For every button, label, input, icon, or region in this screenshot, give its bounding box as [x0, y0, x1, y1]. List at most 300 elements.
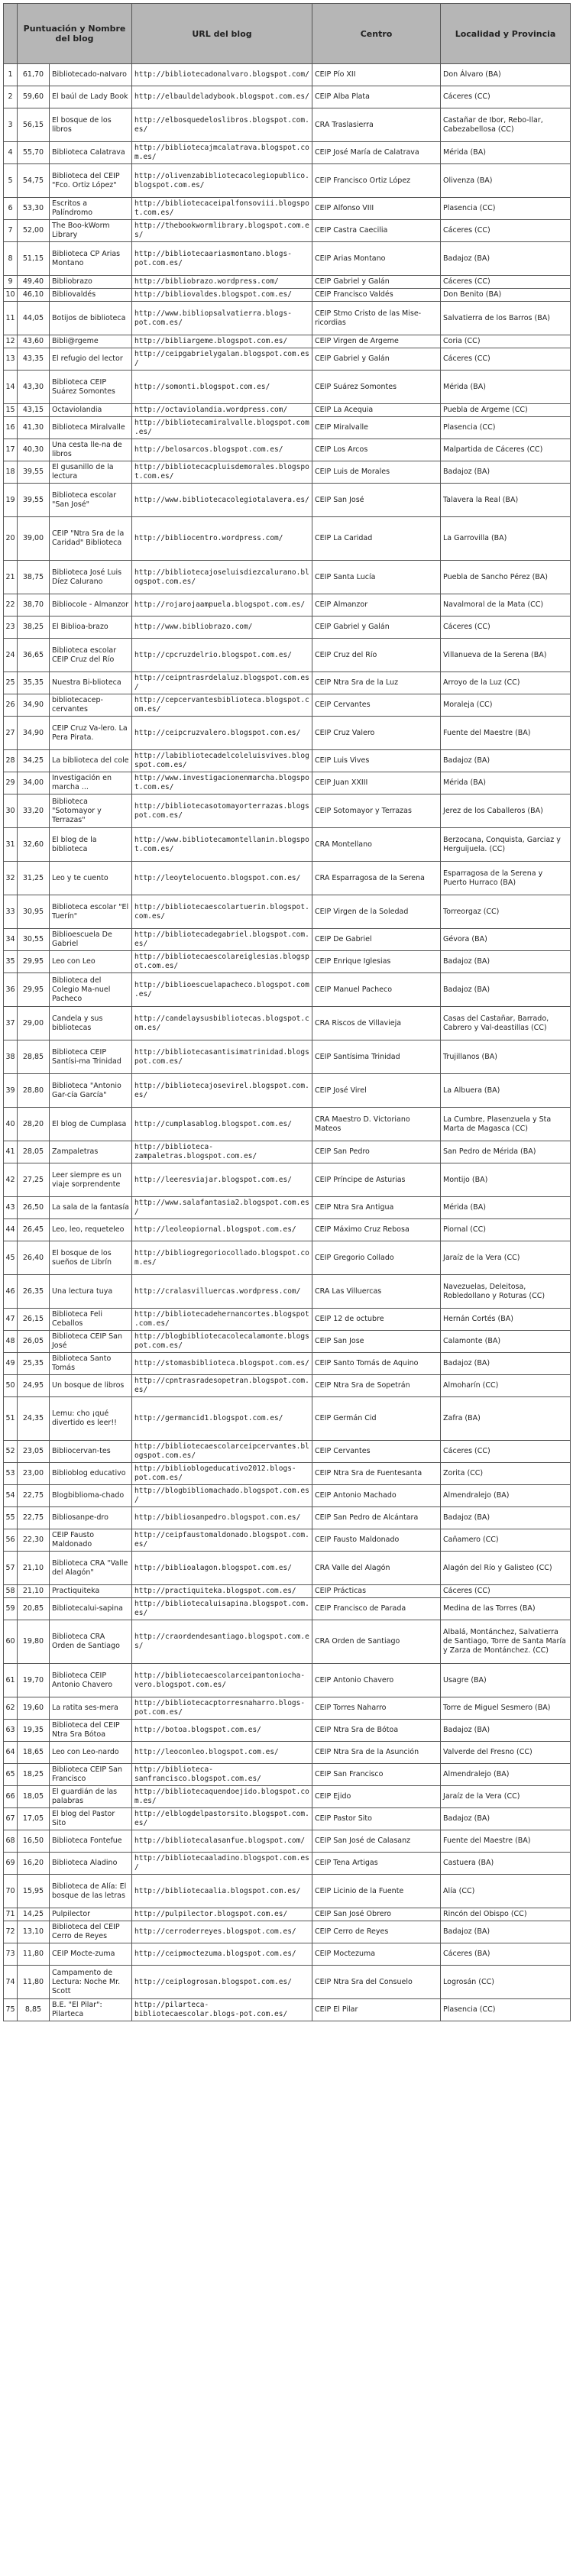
row-location: Cáceres (CC) [441, 220, 571, 242]
row-blog-name: Bibli@rgeme [50, 335, 132, 348]
row-center: CEIP San Pedro [312, 1141, 441, 1163]
table-row [4, 417, 571, 439]
row-location: Castañar de Ibor, Rebo-llar, Cabezabellosa (CC) [441, 108, 571, 142]
row-location: Mérida (BA) [441, 772, 571, 794]
row-blog-name: Biblioteca Santo Tomás [50, 1353, 132, 1375]
row-location: Badajoz (BA) [441, 461, 571, 484]
row-url[interactable]: http://bibliotecaaladino.blogspot.com.es/ [132, 1853, 312, 1875]
row-index: 44 [4, 1219, 18, 1241]
header-location: Localidad y Provincia [441, 4, 571, 64]
row-index: 26 [4, 694, 18, 717]
row-location: Plasencia (CC) [441, 198, 571, 220]
row-url[interactable]: http://bibliotecaescolarceipantoniocha-vero.blogspot.com.es/ [132, 1664, 312, 1697]
table-body [4, 64, 571, 2021]
row-url[interactable]: http://stomasbiblioteca.blogspot.com.es/ [132, 1353, 312, 1375]
row-center: CRA Riscos de Villavieja [312, 1007, 441, 1040]
row-url[interactable]: http://biblioalagon.blogspot.com.es/ [132, 1552, 312, 1585]
row-url[interactable]: http://bibliocentro.wordpress.com/ [132, 517, 312, 561]
row-score: 19,35 [18, 1720, 50, 1742]
row-index: 66 [4, 1786, 18, 1808]
row-score: 22,75 [18, 1485, 50, 1507]
row-index: 41 [4, 1141, 18, 1163]
row-blog-name: Octaviolandia [50, 404, 132, 417]
row-score: 51,15 [18, 242, 50, 276]
row-center: CEIP Gabriel y Galán [312, 276, 441, 289]
row-location: La Garrovilla (BA) [441, 517, 571, 561]
row-url[interactable]: http://elbauldeladybook.blogspot.com.es/ [132, 86, 312, 108]
row-url[interactable]: http://cumplasablog.blogspot.com.es/ [132, 1108, 312, 1141]
row-center: CEIP Cruz Valero [312, 717, 441, 750]
row-location: Badajoz (BA) [441, 242, 571, 276]
row-location: Mérida (BA) [441, 371, 571, 404]
table-row [4, 439, 571, 461]
row-blog-name: Escritos a Palíndromo [50, 198, 132, 220]
row-center: CEIP La Caridad [312, 517, 441, 561]
row-location: Logrosán (CC) [441, 1966, 571, 1999]
table-row [4, 484, 571, 517]
row-blog-name: CEIP Mocte-zuma [50, 1943, 132, 1966]
row-center: CEIP Moctezuma [312, 1943, 441, 1966]
row-index: 23 [4, 616, 18, 639]
row-center: CEIP Cruz del Río [312, 639, 441, 672]
row-score: 61,70 [18, 64, 50, 86]
row-score: 19,60 [18, 1697, 50, 1720]
row-score: 26,40 [18, 1241, 50, 1275]
row-center: CEIP Francisco Valdés [312, 289, 441, 302]
row-center: CRA Orden de Santiago [312, 1620, 441, 1664]
row-index: 61 [4, 1664, 18, 1697]
row-url[interactable]: http://ceipcruzvalero.blogspot.com.es/ [132, 717, 312, 750]
row-center: CEIP San José [312, 484, 441, 517]
row-blog-name: La sala de la fantasía [50, 1197, 132, 1219]
row-location: Rincón del Obispo (CC) [441, 1908, 571, 1921]
table-row [4, 1375, 571, 1397]
row-center: CEIP Ntra Sra de la Luz [312, 672, 441, 694]
row-url[interactable]: http://bibliotecaescolareiglesias.blogspot.com.es/ [132, 951, 312, 973]
row-score: 46,10 [18, 289, 50, 302]
row-center: CEIP Ntra Sra de Sopetrán [312, 1375, 441, 1397]
row-index: 2 [4, 86, 18, 108]
row-url[interactable]: http://botoa.blogspot.com.es/ [132, 1720, 312, 1742]
table-row [4, 1275, 571, 1309]
row-score: 27,25 [18, 1163, 50, 1197]
row-url[interactable]: http://bibliotecaluisapina.blogspot.com.es/ [132, 1598, 312, 1620]
row-location: Albalá, Montánchez, Salvatierra de Santiago, Torre de Santa María y Zarza de Montánchez. (CC) [441, 1620, 571, 1664]
row-score: 26,50 [18, 1197, 50, 1219]
row-location: Badajoz (BA) [441, 1353, 571, 1375]
row-index: 53 [4, 1463, 18, 1485]
row-blog-name: Leo y te cuento [50, 862, 132, 895]
row-url[interactable]: http://biblioescuelapacheco.blogspot.com.es/ [132, 973, 312, 1007]
row-score: 22,30 [18, 1529, 50, 1552]
row-url[interactable]: http://bibliotecaescolarceipcervantes.blogspot.com.es/ [132, 1441, 312, 1463]
row-location: Salvatierra de los Barros (BA) [441, 302, 571, 335]
table-row [4, 1353, 571, 1375]
table-row [4, 276, 571, 289]
row-url[interactable]: http://elblogdelpastorsito.blogspot.com.es/ [132, 1808, 312, 1830]
row-location: Fuente del Maestre (BA) [441, 717, 571, 750]
row-url[interactable]: http://practiquiteka.blogspot.com.es/ [132, 1585, 312, 1598]
table-row [4, 895, 571, 929]
row-index: 15 [4, 404, 18, 417]
row-index: 51 [4, 1397, 18, 1441]
row-location: Don Benito (BA) [441, 289, 571, 302]
row-score: 54,75 [18, 164, 50, 198]
row-blog-name: El Biblioa-brazo [50, 616, 132, 639]
row-url[interactable]: http://bibliotecajosevirel.blogspot.com.es/ [132, 1074, 312, 1108]
row-url[interactable]: http://biblioteca-sanfrancisco.blogspot.com.es/ [132, 1764, 312, 1786]
row-url[interactable]: http://bibliotecadegabriel.blogspot.com.es/ [132, 929, 312, 951]
row-score: 24,95 [18, 1375, 50, 1397]
table-row [4, 302, 571, 335]
row-index: 67 [4, 1808, 18, 1830]
row-blog-name: Bibliosanpe-dro [50, 1507, 132, 1529]
row-center: CEIP Cervantes [312, 694, 441, 717]
row-url[interactable]: http://bibliotecacpluisdemorales.blogspot.com.es/ [132, 461, 312, 484]
row-location: Montijo (BA) [441, 1163, 571, 1197]
row-url[interactable]: http://biblioteca-zampaletras.blogspot.com.es/ [132, 1141, 312, 1163]
table-row [4, 108, 571, 142]
row-blog-name: Biblioteca José Luis Díez Calurano [50, 561, 132, 594]
row-location: Badajoz (BA) [441, 973, 571, 1007]
row-url[interactable]: http://www.investigacionenmarcha.blogspot.com.es/ [132, 772, 312, 794]
row-url[interactable]: http://bibliotecajmcalatrava.blogspot.com.es/ [132, 142, 312, 164]
row-index: 58 [4, 1585, 18, 1598]
row-score: 55,70 [18, 142, 50, 164]
row-url[interactable]: http://leoytelocuento.blogspot.com.es/ [132, 862, 312, 895]
table-row [4, 1141, 571, 1163]
row-blog-name: El guardián de las palabras [50, 1786, 132, 1808]
table-row [4, 1742, 571, 1764]
row-url[interactable]: http://bibliotecamiralvalle.blogspot.com.es/ [132, 417, 312, 439]
row-url[interactable]: http://elbosquedeloslibros.blogspot.com.es/ [132, 108, 312, 142]
table-row [4, 64, 571, 86]
row-index: 39 [4, 1074, 18, 1108]
row-url[interactable]: http://cpcruzdelrio.blogspot.com.es/ [132, 639, 312, 672]
row-score: 28,05 [18, 1141, 50, 1163]
row-url[interactable]: http://cralasvilluercas.wordpress.com/ [132, 1275, 312, 1309]
row-center: CEIP Cerro de Reyes [312, 1921, 441, 1943]
table-row [4, 1921, 571, 1943]
row-index: 29 [4, 772, 18, 794]
row-index: 33 [4, 895, 18, 929]
row-location: Almoharín (CC) [441, 1375, 571, 1397]
row-score: 16,20 [18, 1853, 50, 1875]
row-index: 20 [4, 517, 18, 561]
row-blog-name: Leo con Leo-nardo [50, 1742, 132, 1764]
row-blog-name: Botijos de biblioteca [50, 302, 132, 335]
row-center: CRA Maestro D. Victoriano Mateos [312, 1108, 441, 1141]
row-url[interactable]: http://ceipmoctezuma.blogspot.com.es/ [132, 1943, 312, 1966]
row-blog-name: Una lectura tuya [50, 1275, 132, 1309]
row-location: Malpartida de Cáceres (CC) [441, 439, 571, 461]
row-url[interactable]: http://bibliotecasotomayorterrazas.blogspot.com.es/ [132, 794, 312, 828]
row-url[interactable]: http://ceipntrasrdelaluz.blogspot.com.es/ [132, 672, 312, 694]
row-score: 19,80 [18, 1620, 50, 1664]
table-row [4, 973, 571, 1007]
row-blog-name: La biblioteca del cole [50, 750, 132, 772]
row-blog-name: Biblioteca Fontefue [50, 1830, 132, 1853]
table-row [4, 461, 571, 484]
row-blog-name: Bibliovaldés [50, 289, 132, 302]
row-location: Almendralejo (BA) [441, 1764, 571, 1786]
header-row [4, 4, 571, 64]
row-url[interactable]: http://craordendesantiago.blogspot.com.es/ [132, 1620, 312, 1664]
row-url[interactable]: http://germancid1.blogspot.com.es/ [132, 1397, 312, 1441]
row-center: CEIP La Acequia [312, 404, 441, 417]
row-center: CEIP Germán Cid [312, 1397, 441, 1441]
row-url[interactable]: http://blogbibliomachado.blogspot.com.es/ [132, 1485, 312, 1507]
row-location: Gévora (BA) [441, 929, 571, 951]
row-blog-name: The Boo-kWorm Library [50, 220, 132, 242]
row-location: Badajoz (BA) [441, 1808, 571, 1830]
row-location: Cáceres (CC) [441, 1585, 571, 1598]
row-url[interactable]: http://bibliotecasantisimatrinidad.blogspot.com.es/ [132, 1040, 312, 1074]
row-score: 21,10 [18, 1585, 50, 1598]
row-center: CEIP Almanzor [312, 594, 441, 616]
row-location: Mérida (BA) [441, 142, 571, 164]
table-row [4, 1040, 571, 1074]
row-score: 56,15 [18, 108, 50, 142]
row-index: 12 [4, 335, 18, 348]
row-blog-name: Lemu: cho ¡qué divertido es leer!! [50, 1397, 132, 1441]
row-url[interactable]: http://olivenzabibliotecacolegiopublico.blogspot.com.es/ [132, 164, 312, 198]
table-row [4, 594, 571, 616]
row-center: CEIP Los Arcos [312, 439, 441, 461]
row-index: 19 [4, 484, 18, 517]
row-center: CEIP San Jose [312, 1331, 441, 1353]
row-location: Medina de las Torres (BA) [441, 1598, 571, 1620]
row-url[interactable]: http://labibliotecadelcoleluisvives.blogspot.com.es/ [132, 750, 312, 772]
row-blog-name: Bibliotecado-naIvaro [50, 64, 132, 86]
row-index: 68 [4, 1830, 18, 1853]
row-index: 65 [4, 1764, 18, 1786]
row-location: Navalmoral de la Mata (CC) [441, 594, 571, 616]
row-index: 3 [4, 108, 18, 142]
row-score: 34,90 [18, 717, 50, 750]
table-row [4, 164, 571, 198]
row-url[interactable]: http://bibliotecaceipalfonsoviii.blogspot.com.es/ [132, 198, 312, 220]
table-row [4, 1507, 571, 1529]
row-url[interactable]: http://bibliotecaescolartuerin.blogspot.com.es/ [132, 895, 312, 929]
row-score: 18,65 [18, 1742, 50, 1764]
row-url[interactable]: http://ceipfaustomaldonado.blogspot.com.es/ [132, 1529, 312, 1552]
table-row [4, 220, 571, 242]
row-score: 34,90 [18, 694, 50, 717]
row-index: 47 [4, 1309, 18, 1331]
row-center: CRA Traslasierra [312, 108, 441, 142]
row-location: Badajoz (BA) [441, 1720, 571, 1742]
row-index: 24 [4, 639, 18, 672]
row-url[interactable]: http://bibliotecajoseluisdiezcalurano.blogspot.com.es/ [132, 561, 312, 594]
row-location: Fuente del Maestre (BA) [441, 1830, 571, 1853]
row-location: Valverde del Fresno (CC) [441, 1742, 571, 1764]
row-center: CEIP Cervantes [312, 1441, 441, 1463]
row-center: CEIP San José Obrero [312, 1908, 441, 1921]
row-url[interactable]: http://www.bibliobrazo.com/ [132, 616, 312, 639]
row-url[interactable]: http://belosarcos.blogspot.com.es/ [132, 439, 312, 461]
row-url[interactable]: http://ceiplogrosan.blogspot.com.es/ [132, 1966, 312, 1999]
row-score: 34,25 [18, 750, 50, 772]
row-location: Navezuelas, Deleitosa, Robledollano y Roturas (CC) [441, 1275, 571, 1309]
row-center: CEIP Sotomayor y Terrazas [312, 794, 441, 828]
table-row [4, 1163, 571, 1197]
row-location: Moraleja (CC) [441, 694, 571, 717]
row-url[interactable]: http://octaviolandia.wordpress.com/ [132, 404, 312, 417]
row-location: Berzocana, Conquista, Garciaz y Herguijuela. (CC) [441, 828, 571, 862]
table-row [4, 828, 571, 862]
row-location: Coria (CC) [441, 335, 571, 348]
row-score: 28,80 [18, 1074, 50, 1108]
row-location: Arroyo de la Luz (CC) [441, 672, 571, 694]
row-blog-name: Biblioteca escolar "San José" [50, 484, 132, 517]
row-center: CEIP Alfonso VIII [312, 198, 441, 220]
table-row [4, 862, 571, 895]
row-url[interactable]: http://pulpilector.blogspot.com.es/ [132, 1908, 312, 1921]
row-blog-name: Biblioteca escolar CEIP Cruz del Río [50, 639, 132, 672]
row-index: 17 [4, 439, 18, 461]
row-location: Torre de Miguel Sesmero (BA) [441, 1697, 571, 1720]
row-blog-name: Biblioteca "Antonio Gar-cía García" [50, 1074, 132, 1108]
row-blog-name: Biblioteca CEIP San José [50, 1331, 132, 1353]
row-url[interactable]: http://bibliotecadehernancortes.blogspot.com.es/ [132, 1309, 312, 1331]
table-row [4, 1598, 571, 1620]
row-url[interactable]: http://bibliotecaariasmontano.blogs-pot.com.es/ [132, 242, 312, 276]
row-score: 18,05 [18, 1786, 50, 1808]
row-url[interactable]: http://cepcervantesbiblioteca.blogspot.com.es/ [132, 694, 312, 717]
row-index: 42 [4, 1163, 18, 1197]
row-score: 41,30 [18, 417, 50, 439]
row-score: 18,25 [18, 1764, 50, 1786]
row-blog-name: El baúl de Lady Book [50, 86, 132, 108]
table-row [4, 1463, 571, 1485]
row-center: CEIP Pastor Sito [312, 1808, 441, 1830]
row-url[interactable]: http://bibliobrazo.wordpress.com/ [132, 276, 312, 289]
row-index: 38 [4, 1040, 18, 1074]
row-score: 43,30 [18, 371, 50, 404]
row-index: 21 [4, 561, 18, 594]
row-center: CEIP 12 de octubre [312, 1309, 441, 1331]
row-url[interactable]: http://www.bibliotecacolegiotalavera.es/ [132, 484, 312, 517]
row-score: 29,95 [18, 973, 50, 1007]
row-url[interactable]: http://www.bibliopsalvatierra.blogs-pot.com.es/ [132, 302, 312, 335]
row-blog-name: bibliotecacep-cervantes [50, 694, 132, 717]
row-center: CEIP Ejido [312, 1786, 441, 1808]
row-score: 11,80 [18, 1966, 50, 1999]
row-url[interactable]: http://rojarojaampuela.blogspot.com.es/ [132, 594, 312, 616]
table-row [4, 1108, 571, 1141]
row-index: 5 [4, 164, 18, 198]
row-url[interactable]: http://leoconleo.blogspot.com.es/ [132, 1742, 312, 1764]
row-blog-name: Campamento de Lectura: Noche Mr. Scott [50, 1966, 132, 1999]
row-index: 69 [4, 1853, 18, 1875]
table-row [4, 561, 571, 594]
table-row [4, 794, 571, 828]
row-location: Badajoz (BA) [441, 750, 571, 772]
row-score: 13,10 [18, 1921, 50, 1943]
row-index: 74 [4, 1966, 18, 1999]
row-blog-name: Biblioteca CP Arias Montano [50, 242, 132, 276]
row-location: La Albuera (BA) [441, 1074, 571, 1108]
row-blog-name: Bibliobrazo [50, 276, 132, 289]
row-location: Trujillanos (BA) [441, 1040, 571, 1074]
table-row [4, 1853, 571, 1875]
row-url[interactable]: http://somonti.blogspot.com.es/ [132, 371, 312, 404]
row-center: CEIP Gabriel y Galán [312, 348, 441, 371]
row-index: 22 [4, 594, 18, 616]
row-location: Zafra (BA) [441, 1397, 571, 1441]
row-url[interactable]: http://bibliovaldes.blogspot.com.es/ [132, 289, 312, 302]
row-score: 26,15 [18, 1309, 50, 1331]
table-row [4, 750, 571, 772]
row-center: CEIP Torres Naharro [312, 1697, 441, 1720]
row-url[interactable]: http://thebookwormlibrary.blogspot.com.es/ [132, 220, 312, 242]
row-url[interactable]: http://biblioblogeducativo2012.blogs-pot.com.es/ [132, 1463, 312, 1485]
row-url[interactable]: http://bibliogregoriocollado.blogspot.com.es/ [132, 1241, 312, 1275]
table-row [4, 1966, 571, 1999]
row-center: CEIP Ntra Sra de la Asunción [312, 1742, 441, 1764]
row-url[interactable]: http://pilarteca-bibliotecaescolar.blogs-pot.com.es/ [132, 1999, 312, 2021]
row-url[interactable]: http://www.salafantasia2.blogspot.com.es/ [132, 1197, 312, 1219]
row-url[interactable]: http://bibliotecaquendoejido.blogspot.com.es/ [132, 1786, 312, 1808]
table-row [4, 1764, 571, 1786]
row-url[interactable]: http://bibliotecacptorresnaharro.blogs-pot.com.es/ [132, 1697, 312, 1720]
row-url[interactable]: http://bibliargeme.blogspot.com.es/ [132, 335, 312, 348]
row-url[interactable]: http://cerroderreyes.blogspot.com.es/ [132, 1921, 312, 1943]
header-url: URL del blog [132, 4, 312, 64]
row-center: CEIP Arias Montano [312, 242, 441, 276]
row-url[interactable]: http://bibliotecaalia.blogspot.com.es/ [132, 1875, 312, 1908]
row-center: CRA Montellano [312, 828, 441, 862]
row-blog-name: Biblioteca del CEIP Ntra Sra Bótoa [50, 1720, 132, 1742]
row-score: 43,35 [18, 348, 50, 371]
row-center: CEIP Antonio Chavero [312, 1664, 441, 1697]
row-url[interactable]: http://ceipgabrielygalan.blogspot.com.es/ [132, 348, 312, 371]
row-blog-name: El gusanillo de la lectura [50, 461, 132, 484]
row-url[interactable]: http://candelaysusbibliotecas.blogspot.com.es/ [132, 1007, 312, 1040]
table-row [4, 616, 571, 639]
row-center: CEIP Luis de Morales [312, 461, 441, 484]
row-url[interactable]: http://bibliosanpedro.blogspot.com.es/ [132, 1507, 312, 1529]
row-index: 27 [4, 717, 18, 750]
row-blog-name: Practiquiteka [50, 1585, 132, 1598]
row-blog-name: B.E. "El Pilar": Pilarteca [50, 1999, 132, 2021]
row-score: 24,35 [18, 1397, 50, 1441]
table-row [4, 694, 571, 717]
row-url[interactable]: http://bibliotecadonalvaro.blogspot.com/ [132, 64, 312, 86]
row-url[interactable]: http://www.bibliotecamontellanin.blogspot.com.es/ [132, 828, 312, 862]
row-url[interactable]: http://leoleopiornal.blogspot.com.es/ [132, 1219, 312, 1241]
row-center: CEIP Manuel Pacheco [312, 973, 441, 1007]
row-url[interactable]: http://bibliotecalasanfue.blogspot.com/ [132, 1830, 312, 1853]
row-index: 56 [4, 1529, 18, 1552]
row-blog-name: El blog del Pastor Sito [50, 1808, 132, 1830]
row-blog-name: CEIP Fausto Maldonado [50, 1529, 132, 1552]
table-row [4, 348, 571, 371]
row-blog-name: Bibliocole - Almanzor [50, 594, 132, 616]
row-score: 38,75 [18, 561, 50, 594]
row-url[interactable]: http://cpntrasradesopetran.blogspot.com.es/ [132, 1375, 312, 1397]
row-location: Zorita (CC) [441, 1463, 571, 1485]
row-index: 35 [4, 951, 18, 973]
row-center: CEIP Ntra Sra Antigua [312, 1197, 441, 1219]
row-blog-name: Candela y sus bibliotecas [50, 1007, 132, 1040]
row-index: 40 [4, 1108, 18, 1141]
row-blog-name: Biblioteca escolar "El Tuerín" [50, 895, 132, 929]
row-url[interactable]: http://blogbibliotecacolecalamonte.blogspot.com.es/ [132, 1331, 312, 1353]
row-score: 39,55 [18, 461, 50, 484]
row-url[interactable]: http://leeresviajar.blogspot.com.es/ [132, 1163, 312, 1197]
